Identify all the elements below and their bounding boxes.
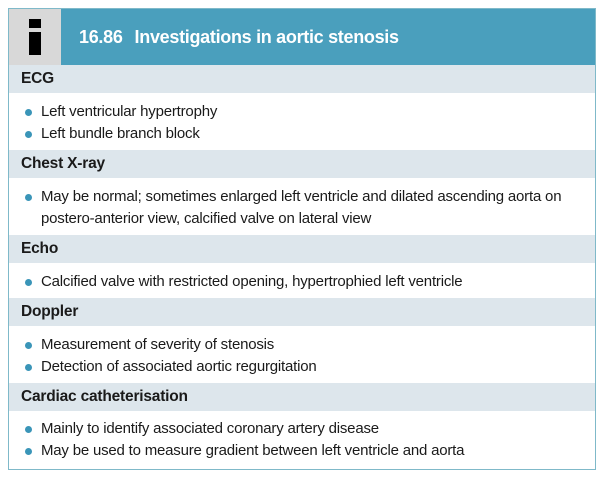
section-list-echo bbox=[9, 271, 595, 293]
box-title bbox=[79, 9, 399, 65]
section-heading-ecg: ECG bbox=[9, 65, 595, 93]
list-item bbox=[9, 356, 595, 378]
list-item bbox=[9, 418, 595, 440]
info-box bbox=[8, 8, 596, 470]
section-list-ecg bbox=[9, 101, 595, 145]
list-item bbox=[9, 101, 595, 123]
list-item-text: Detection of associated aortic regurgitation bbox=[41, 358, 317, 375]
bullet-icon bbox=[25, 109, 32, 116]
info-tab bbox=[9, 9, 61, 65]
section-heading-cardiac-catheterisation: Cardiac catheterisation bbox=[9, 383, 595, 411]
list-item-text: Left ventricular hypertrophy bbox=[41, 103, 218, 120]
section-heading-chest-xray: Chest X-ray bbox=[9, 150, 595, 178]
section-list-doppler bbox=[9, 334, 595, 378]
section-heading-echo: Echo bbox=[9, 235, 595, 263]
bullet-icon bbox=[25, 279, 32, 286]
info-icon bbox=[9, 9, 61, 65]
list-item bbox=[9, 334, 595, 356]
box-title-text: Investigations in aortic stenosis bbox=[134, 27, 399, 47]
list-item-text: Measurement of severity of stenosis bbox=[41, 336, 275, 353]
list-item bbox=[9, 440, 595, 462]
section-list-cardiac-catheterisation bbox=[9, 418, 595, 462]
bullet-icon bbox=[25, 426, 32, 433]
list-item bbox=[9, 186, 595, 230]
section-list-chest-xray bbox=[9, 186, 595, 230]
bullet-icon bbox=[25, 448, 32, 455]
list-item bbox=[9, 271, 595, 293]
list-item-text: Left bundle branch block bbox=[41, 125, 200, 142]
list-item-text: Mainly to identify associated coronary artery disease bbox=[41, 420, 379, 437]
box-header bbox=[9, 9, 595, 65]
list-item-text: Calcified valve with restricted opening, hypertrophied left ventricle bbox=[41, 273, 463, 290]
box-number: 16.86 bbox=[79, 27, 123, 47]
section-heading-doppler: Doppler bbox=[9, 298, 595, 326]
list-item-text: May be used to measure gradient between left ventricle and aorta bbox=[41, 442, 465, 459]
bullet-icon bbox=[25, 131, 32, 138]
bullet-icon bbox=[25, 364, 32, 371]
bullet-icon bbox=[25, 342, 32, 349]
bullet-icon bbox=[25, 194, 32, 201]
list-item-text: May be normal; sometimes enlarged left ventricle and dilated ascending aorta on postero-anterior view, calcified valve on lateral view bbox=[41, 188, 562, 227]
list-item bbox=[9, 123, 595, 145]
